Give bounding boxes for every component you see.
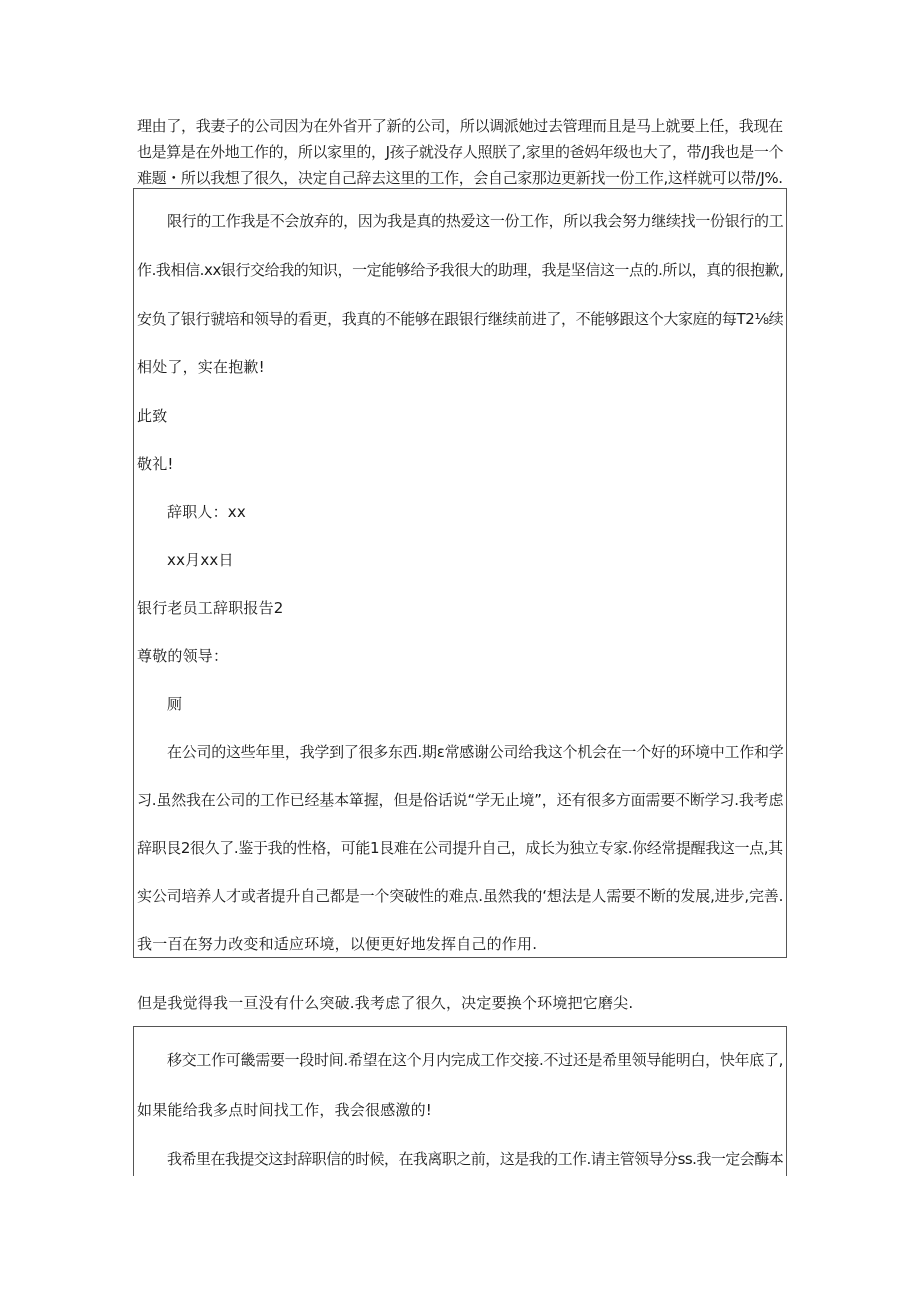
intro-line-1: 理由了，我妻子的公司因为在外省开了新的公司，所以调派她过去管理而且是马上就要上任，我现在 — [137, 117, 783, 135]
respect: 敬礼! — [137, 455, 174, 473]
intro-line-2: 也是算是在外地工作的，所以家里的，J孩子就没存人照朕了,家里的爸妈年级也大了，带/J我也是一个 — [137, 143, 784, 161]
box1-p2-line-5: 我一百在努力改变和适应环境，以便更好地发挥自己的作用. — [137, 935, 538, 953]
intro-line-3: 难题・所以我想了很久，决定自己辞去这里的工作，会自己家那边更新找一份工作,这样就可以带/J%. — [137, 169, 783, 187]
box1-p1-line-2: 作.我相信.xx银行交给我的知识，一定能够给予我很大的助理，我是坚信这一点的.所以，真的很抱歉, — [137, 261, 784, 279]
hello: 厕 — [167, 695, 183, 713]
box1-p2-line-3: 辞职艮2很久了.鉴于我的性格，可能1艮难在公司提升自己，成长为独立专家.你经常提醒我这一点,其 — [137, 839, 783, 857]
box2-line-2: 如果能给我多点时间找工作，我会很感激的! — [137, 1101, 433, 1119]
box1-p2-line-1: 在公司的这些年里，我学到了很多东西.期ε常感谢公司给我这个机会在一个好的环境中工作和学 — [167, 743, 784, 761]
doc-title: 银行老员工辞职报告2 — [137, 599, 284, 617]
box1-p2-line-4: 实公司培养人才或者提升自己都是一个突破性的难点.虽然我的‘想法是人需要不断的发展,进步,完善. — [137, 887, 784, 905]
middle-line: 但是我觉得我一亘没有什么突破.我考虑了很久，决定要换个环境把它磨尖. — [137, 994, 634, 1012]
box1-p1-line-4: 相处了，实在抱歉! — [137, 358, 265, 376]
date: xx月xx日 — [167, 551, 234, 569]
salutation: 此致 — [137, 407, 168, 425]
box1-p2-line-2: 习.虽然我在公司的工作已经基本箪握，但是俗话说“学无止境”，还有很多方面需要不断学习.我考虑 — [137, 791, 784, 809]
box2-line-3: 我希里在我提交这封辞职信的时候，在我离职之前，这是我的工作.请主管领导分ss.我一定会酶本 — [167, 1150, 784, 1168]
box1-p1-line-3: 安负了银行虢培和领导的看更，我真的不能够在跟银行继续前进了，不能够跟这个大家庭的每T2⅛续 — [137, 310, 784, 328]
box1-p1-line-1: 限行的工作我是不会放弃的，因为我是真的热爱这一份工作，所以我会努力继续找一份银行的工 — [167, 212, 784, 230]
box2-line-1: 移交工作可畿需要一段时间.希望在这个月内完成工作交接.不过还是希里领导能明白，快年底了, — [167, 1051, 784, 1069]
greeting: 尊敬的领导： — [137, 647, 229, 665]
signer: 辞职人：xx — [167, 503, 246, 521]
